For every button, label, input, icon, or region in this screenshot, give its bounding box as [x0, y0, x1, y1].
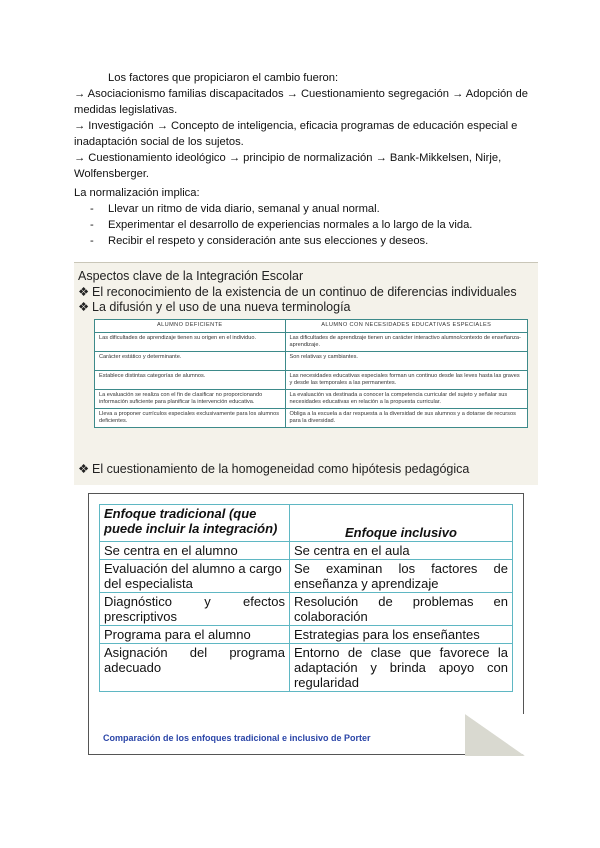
- table-cell: Asignación del programa adecuado: [100, 644, 290, 692]
- integration-aspects-image: [74, 262, 538, 485]
- table-cell: Se examinan los factores de enseñanza y aprendizaje: [289, 560, 512, 593]
- factors-intro: Los factores que propiciaron el cambio fueron:: [108, 72, 339, 84]
- list-item: - Llevar un ritmo de vida diario, semanal y anual normal.: [74, 201, 544, 217]
- table-cell: Carácter estático y determinante.: [95, 352, 286, 371]
- table-header: Enfoque inclusivo: [289, 505, 512, 542]
- porter-caption: Comparación de los enfoques tradicional e inclusivo de Porter: [103, 733, 371, 743]
- normalization-section: [74, 185, 544, 249]
- list-item: - Recibir el respeto y consideración ante sus elecciones y deseos.: [74, 233, 544, 249]
- deficient-vs-nee-table: [94, 319, 528, 428]
- table-cell: Resolución de problemas en colaboración: [289, 593, 512, 626]
- table-row: [100, 542, 513, 560]
- table-row: [95, 352, 528, 371]
- table-cell: Las necesidades educativas especiales forman un continuo desde las leves hasta las graves y desde las temporales a las permanentes.: [285, 371, 527, 390]
- table-row: [100, 644, 513, 692]
- factor-line-3: → Cuestionamiento ideológico → principio de normalización → Bank-Mikkelsen, Nirje, Wolfensberger.: [74, 152, 502, 180]
- table-cell: Obliga a la escuela a dar respuesta a la diversidad de sus alumnos y a dotarse de recursos para la diversidad.: [285, 409, 527, 428]
- table-header-row: [100, 505, 513, 542]
- porter-comparison-image: [88, 493, 524, 755]
- normalization-intro: La normalización implica:: [74, 187, 200, 199]
- table-row: [100, 626, 513, 644]
- table-row: [100, 560, 513, 593]
- table-cell: Estrategias para los enseñantes: [289, 626, 512, 644]
- table-cell: Se centra en el aula: [289, 542, 512, 560]
- table-cell: La evaluación se realiza con el fin de clasificar no proporcionando información suficiente para planificar la intervención educativa.: [95, 390, 286, 409]
- normalization-list: [74, 201, 544, 249]
- table-row: [95, 333, 528, 352]
- bullet-text: El reconocimiento de la existencia de un continuo de diferencias individuales: [92, 285, 517, 299]
- table-cell: Lleva a proponer currículos especiales exclusivamente para los alumnos deficientes.: [95, 409, 286, 428]
- table-cell: Las dificultades de aprendizaje tienen su origen en el individuo.: [95, 333, 286, 352]
- table-cell: Las dificultades de aprendizaje tienen un carácter interactivo alumno/contexto de enseñanza-aprendizaje.: [285, 333, 527, 352]
- table-row: [95, 390, 528, 409]
- table-header-row: [95, 320, 528, 333]
- table-cell: Establece distintas categorías de alumnos.: [95, 371, 286, 390]
- bullet-text: El cuestionamiento de la homogeneidad como hipótesis pedagógica: [92, 462, 470, 476]
- aspects-title: Aspectos clave de la Integración Escolar: [78, 269, 304, 283]
- table-header: ALUMNO DEFICIENTE: [95, 320, 286, 333]
- aspects-bullet-2: [78, 299, 351, 314]
- table-header: Enfoque tradicional (que puede incluir la integración): [100, 505, 290, 542]
- table-cell: Evaluación del alumno a cargo del especialista: [100, 560, 290, 593]
- diamond-bullet-icon: ❖: [78, 300, 90, 314]
- table-cell: Entorno de clase que favorece la adaptación y brinda apoyo con regularidad: [289, 644, 512, 692]
- list-item: - Experimentar el desarrollo de experiencias normales a lo largo de la vida.: [74, 217, 544, 233]
- aspects-bullet-3: [78, 461, 469, 476]
- factors-section: [74, 70, 544, 182]
- factor-line-2: → Investigación → Concepto de inteligencia, eficacia programas de educación especial e inadaptación social de los sujetos.: [74, 120, 518, 148]
- diamond-bullet-icon: ❖: [78, 285, 90, 299]
- table-cell: Programa para el alumno: [100, 626, 290, 644]
- diamond-bullet-icon: ❖: [78, 462, 90, 476]
- porter-table: [99, 504, 513, 692]
- table-cell: La evaluación va destinada a conocer la competencia curricular del sujeto y señalar sus necesidades educativas en relación a la propuesta curricular.: [285, 390, 527, 409]
- table-row: [100, 593, 513, 626]
- table-cell: Diagnóstico y efectos prescriptivos: [100, 593, 290, 626]
- bullet-text: La difusión y el uso de una nueva terminología: [92, 300, 351, 314]
- factor-line-1: → Asociacionismo familias discapacitados → Cuestionamiento segregación → Adopción de medidas legislativas.: [74, 88, 528, 116]
- table-cell: Son relativas y cambiantes.: [285, 352, 527, 371]
- table-row: [95, 371, 528, 390]
- table-row: [95, 409, 528, 428]
- aspects-bullet-1: [78, 284, 517, 299]
- table-cell: Se centra en el alumno: [100, 542, 290, 560]
- page-curl-fold: [465, 714, 525, 756]
- table-header: ALUMNO CON NECESIDADES EDUCATIVAS ESPECIALES: [285, 320, 527, 333]
